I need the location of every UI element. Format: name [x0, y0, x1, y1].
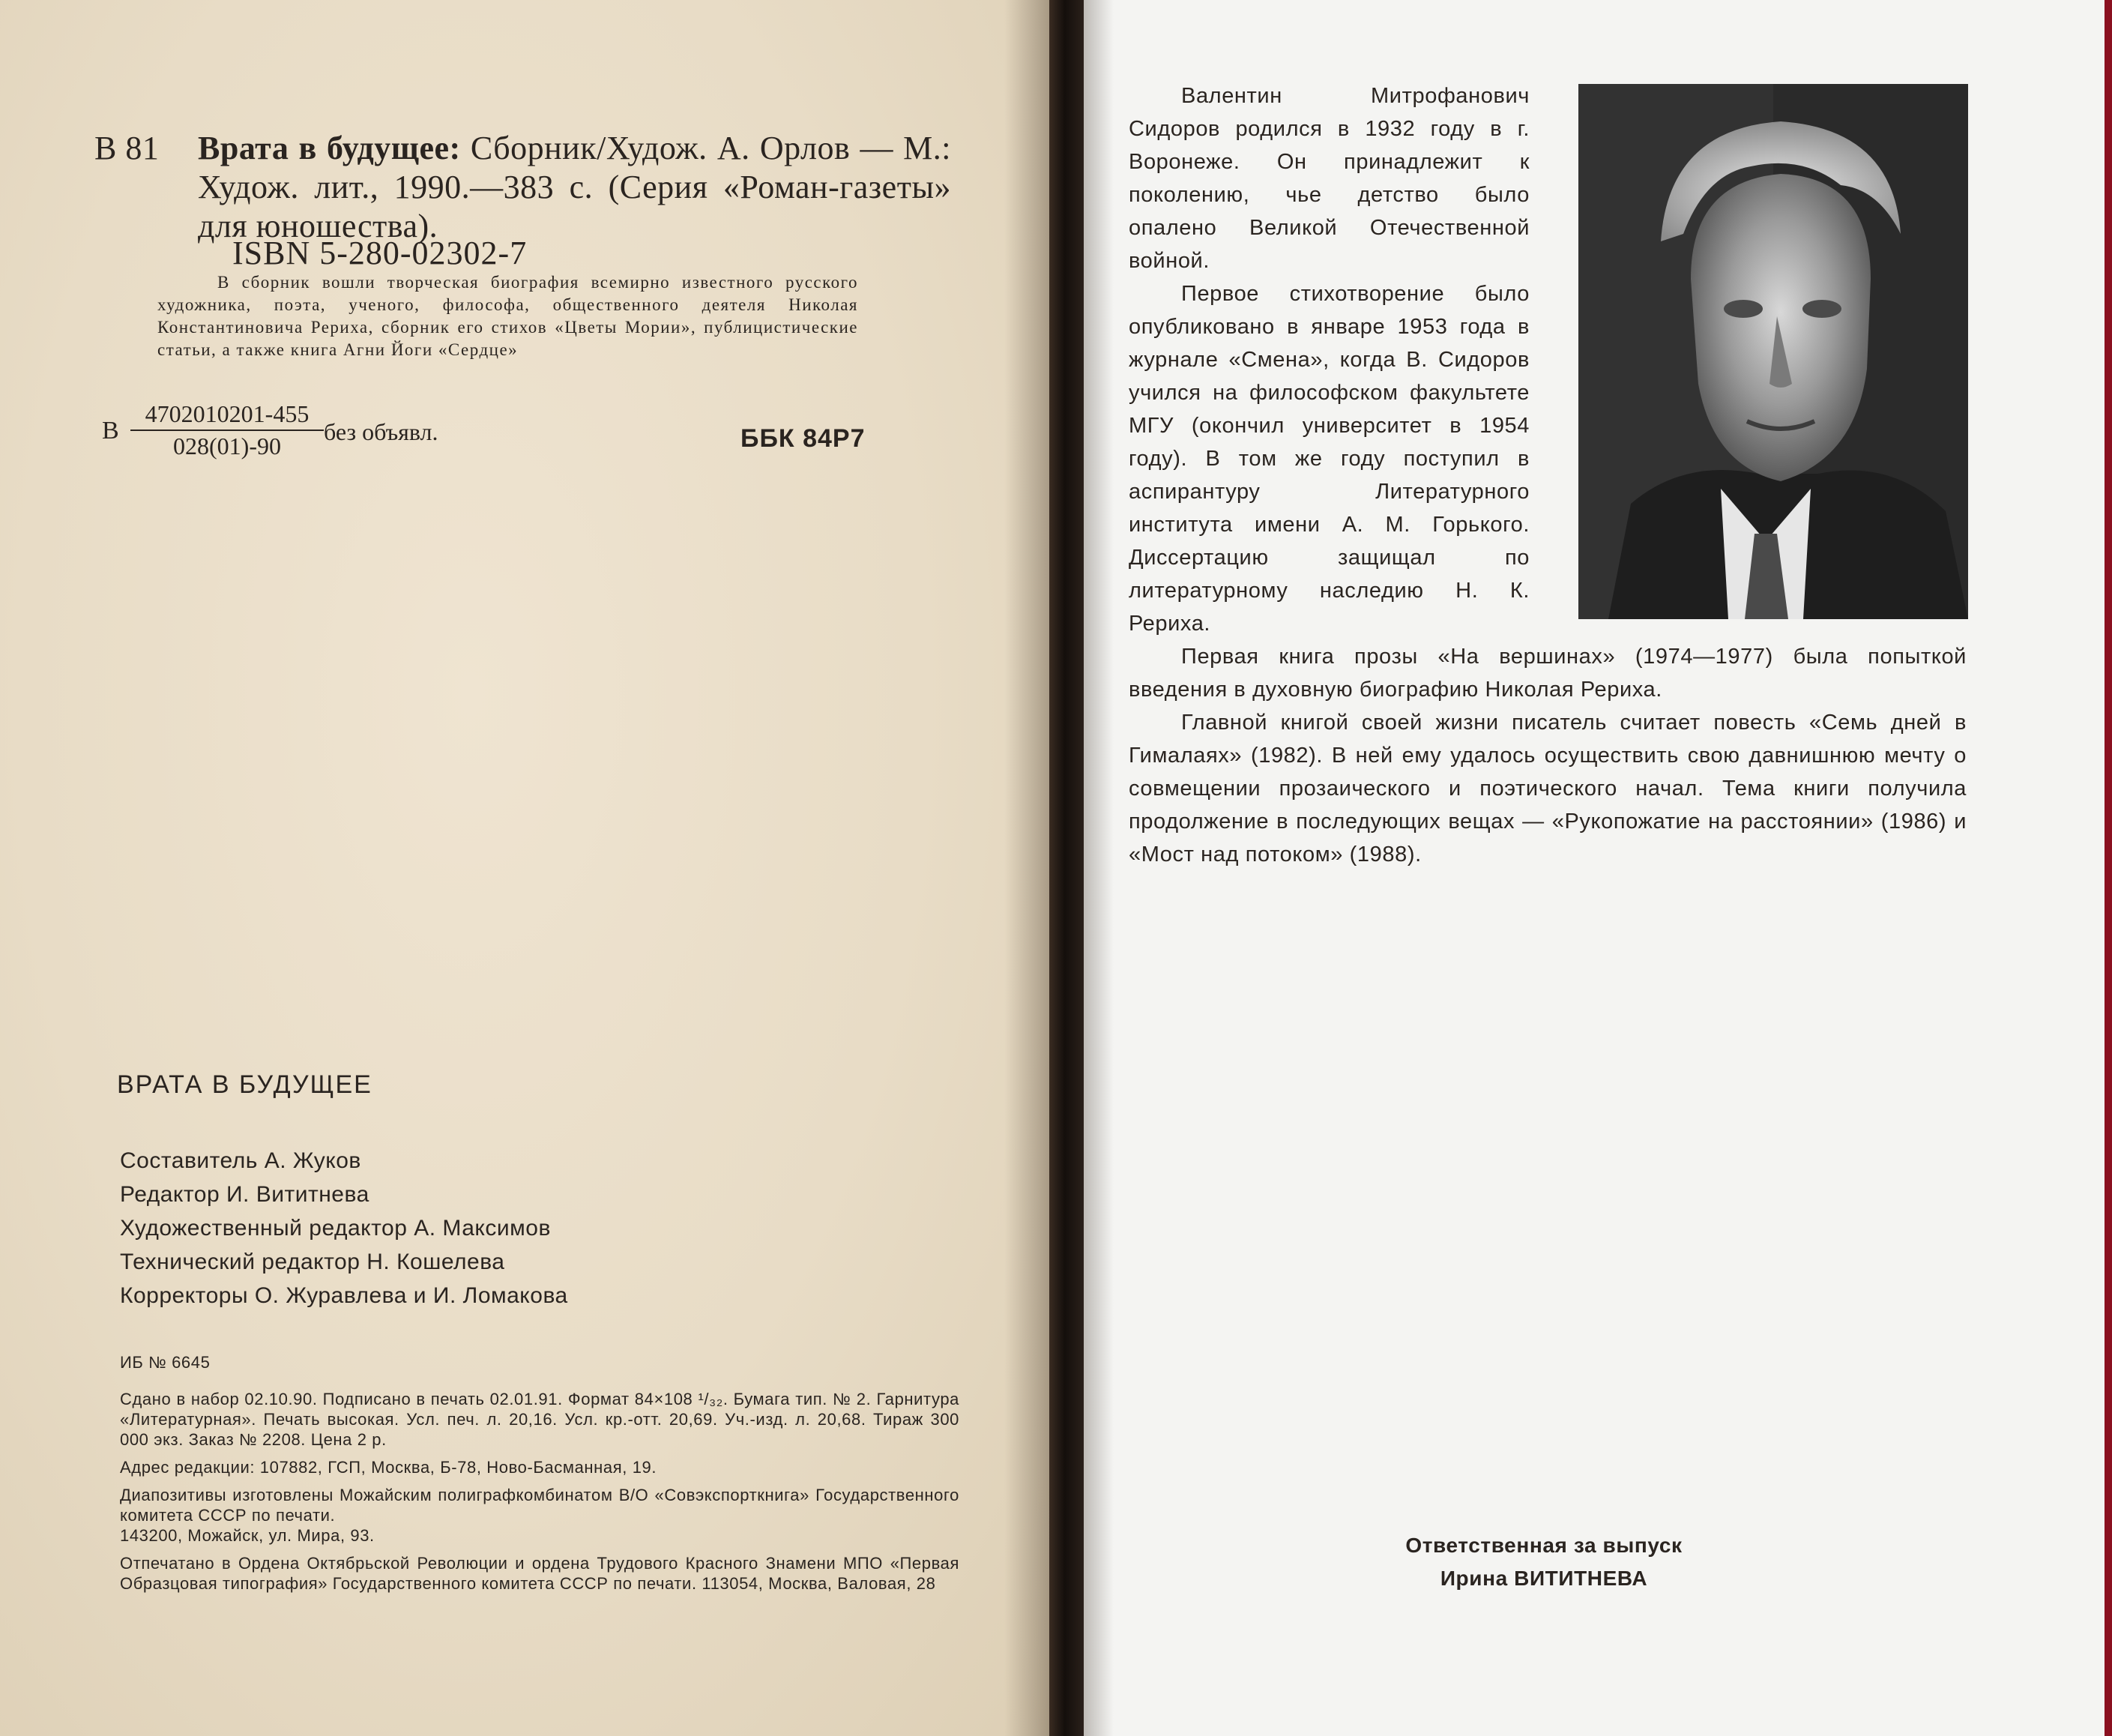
credit-line: Технический редактор Н. Кошелева [120, 1250, 505, 1274]
entry-rest: Сборник/Худож. А. Орлов — М.: Худож. лит., 1990.—383 с. (Серия «Роман-газеты» для юношества). [198, 130, 951, 244]
portrait-illustration [1578, 84, 1968, 619]
bbk-code: ББК 84Р7 [740, 424, 866, 453]
bio-paragraph: Первая книга прозы «На вершинах» (1974—1977) была попыткой введения в духовную биографию Николая Рериха. [1129, 645, 1967, 702]
printed-at: Отпечатано в Ордена Октябрьской Революции и ордена Трудового Красного Знамени МПО «Первая Образцовая типография» Государственного комитета СССР по печати. 113054, Москва, Валовая, 28 [120, 1554, 959, 1593]
credit-line: Редактор И. Вититнева [120, 1182, 369, 1207]
bio-paragraph: Главной книгой своей жизни писатель считает повесть «Семь дней в Гималаях» (1982). В ней ему удалось осуществить свою давнишнюю мечту о совмещении прозаического и поэтического начал. Тема книги получила продолжение в последующих вещах — «Рукопожатие на расстоянии» (1986) и «Мост над потоком» (1988). [1129, 711, 1967, 867]
mozhaisk-address: 143200, Можайск, ул. Мира, 93. [120, 1526, 375, 1545]
responsible-name: Ирина ВИТИТНЕВА [1440, 1567, 1648, 1590]
book-gutter [1049, 0, 1084, 1736]
no-ad-note: без объявл. [324, 418, 438, 445]
editorial-address: Адрес редакции: 107882, ГСП, Москва, Б-78, Ново-Басманная, 19. [120, 1458, 657, 1477]
book-title: ВРАТА В БУДУЩЕЕ [117, 1070, 372, 1099]
diapositives-note: Диапозитивы изготовлены Можайским полиграфкомбинатом В/О «Совэкспорткнига» Государственного комитета СССР по печати. [120, 1486, 959, 1525]
responsible-editor [1334, 1529, 1754, 1595]
isbn: ISBN 5-280-02302-7 [232, 235, 528, 271]
fraction-numerator: 4702010201-455 [130, 400, 324, 431]
annotation: В сборник вошли творческая биография всемирно известного русского художника, поэта, ученого, философа, общественного деятеля Николая Константиновича Рериха, сборник его стихов «Цветы Мории», публицистические статьи, а также книга Агни Йоги «Сердце» [157, 273, 858, 359]
left-page [0, 0, 1049, 1736]
fraction-denominator: 028(01)-90 [173, 433, 281, 459]
bio-paragraph: Первое стихотворение было опубликовано в январе 1953 года в журнале «Смена», когда В. Сидоров учился на философском факультете МГУ (окончил университет в 1954 году). В том же году поступил в аспирантуру Литературного института имени А. М. Горького. Диссертацию защищал по литературному наследию Н. К. Рериха. [1129, 282, 1530, 636]
bio-paragraph: Валентин Митрофанович Сидоров родился в 1932 году в г. Воронеже. Он принадлежит к поколению, чье детство было опалено Великой Отечественной войной. [1129, 84, 1530, 273]
biography-top [1129, 79, 1530, 640]
imprint-block [120, 1352, 959, 1601]
entry-title: Врата в будущее: [198, 130, 461, 166]
ib-number: ИБ № 6645 [120, 1353, 211, 1372]
author-portrait-photo [1578, 84, 1968, 619]
credits-list [120, 1144, 568, 1312]
biography-bottom [1129, 640, 1967, 871]
catalog-fraction [130, 400, 324, 460]
responsible-label: Ответственная за выпуск [1405, 1534, 1683, 1557]
cover-edge [2105, 0, 2112, 1736]
print-info: Сдано в набор 02.10.90. Подписано в печать 02.01.91. Формат 84×108 ¹/₃₂. Бумага тип. № 2. Гарнитура «Литературная». Печать высокая. Усл. печ. л. 20,16. Усл. кр.-отт. 20,69. Уч.-изд. л. 20,68. Тираж 300 000 экз. Заказ № 2208. Цена 2 р. [120, 1390, 959, 1449]
catalog-code: В 81 [94, 130, 160, 166]
credit-line: Составитель А. Жуков [120, 1148, 361, 1173]
index-letter: В [102, 417, 119, 444]
credit-line: Корректоры О. Журавлева и И. Ломакова [120, 1283, 568, 1308]
entry-text [198, 129, 951, 246]
credit-line: Художественный редактор А. Максимов [120, 1216, 551, 1241]
